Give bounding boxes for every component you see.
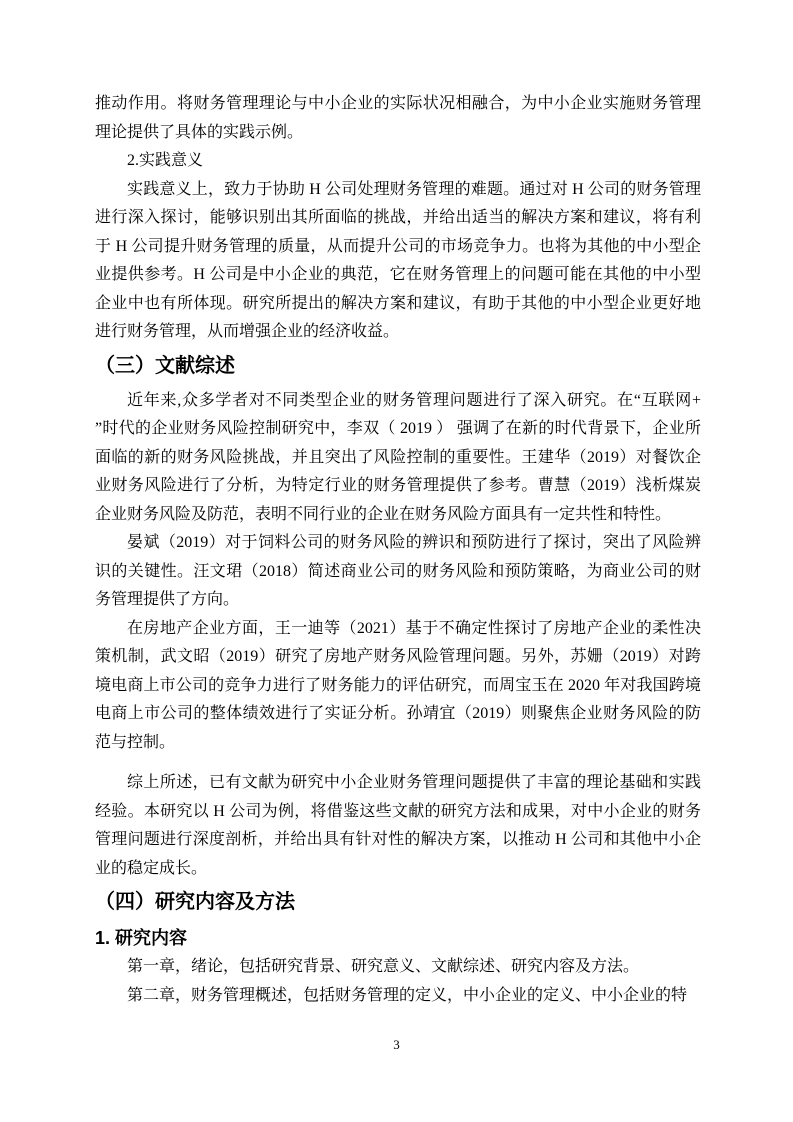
paragraph: 综上所述，已有文献为研究中小企业财务管理问题提供了丰富的理论基础和实践经验。本研究以 H 公司为例，将借鉴这些文献的研究方法和成果，对中小企业的财务管理问题进行深度剖析，并给出具有针对性的解决方案，以推动 H 公司和其他中小企业的稳定成长。 (95, 774, 701, 877)
paragraph: 实践意义上，致力于协助 H 公司处理财务管理的难题。通过对 H 公司的财务管理进行深入探讨，能够识别出其所面临的挑战，并给出适当的解决方案和建议，将有利于 H 公司提升财务管理的质量，从而提升公司的市场竞争力。也将为其他的中小型企业提供参考。H 公司是中小企业的典范，它在财务管理上的问题可能在其他的中小型企业中也有所体现。研究所提出的解决方案和建议，有助于其他的中小型企业更好地进行财务管理，从而增强企业的经济收益。 (95, 180, 701, 340)
paragraph: 晏斌（2019）对于饲料公司的财务风险的辨识和预防进行了探讨，突出了风险辨识的关键性。汪文珺（2018）简述商业公司的财务风险和预防策略，为商业公司的财务管理提供了方向。 (95, 534, 701, 608)
page-number: 3 (393, 1037, 400, 1052)
paragraph: 近年来,众多学者对不同类型企业的财务管理问题进行了深入研究。在“互联网+ ”时代的企业财务风险控制研究中，李双（ 2019 ） 强调了在新的时代背景下，企业所面临的新的财务风险挑战，并且突出了风险控制的重要性。王建华（2019）对餐饮企业财务风险进行了分析，为特定行业的财务管理提供了参考。曹慧（2019）浅析煤炭企业财务风险及防范，表明不同行业的企业在财务风险方面具有一定共性和特性。 (95, 391, 701, 523)
paragraph: 在房地产企业方面，王一迪等（2021）基于不确定性探讨了房地产企业的柔性决策机制，武文昭（2019）研究了房地产财务风险管理问题。另外，苏姗（2019）对跨境电商上市公司的竞争力进行了财务能力的评估研究，而周宝玉在 2020 年对我国跨境电商上市公司的整体绩效进行了实证分析。孙靖宜（2019）则聚焦企业财务风险的防范与控制。 (95, 619, 701, 751)
numbered-item-practical-significance: 2.实践意义 (127, 152, 204, 169)
section-heading-literature-review: （三）文献综述 (95, 354, 235, 377)
subsection-heading-research-content: 1. 研究内容 (95, 928, 188, 948)
paragraph: 第二章，财务管理概述，包括财务管理的定义，中小企业的定义、中小企业的特 (127, 986, 688, 1004)
paragraph: 第一章，绪论，包括研究背景、研究意义、文献综述、研究内容及方法。 (127, 958, 640, 975)
section-heading-research-content-methods: （四）研究内容及方法 (95, 891, 295, 913)
paragraph: 推动作用。将财务管理理论与中小企业的实际状况相融合，为中小企业实施财务管理理论提供了具体的实践示例。 (95, 95, 701, 141)
page-content (95, 90, 701, 1010)
